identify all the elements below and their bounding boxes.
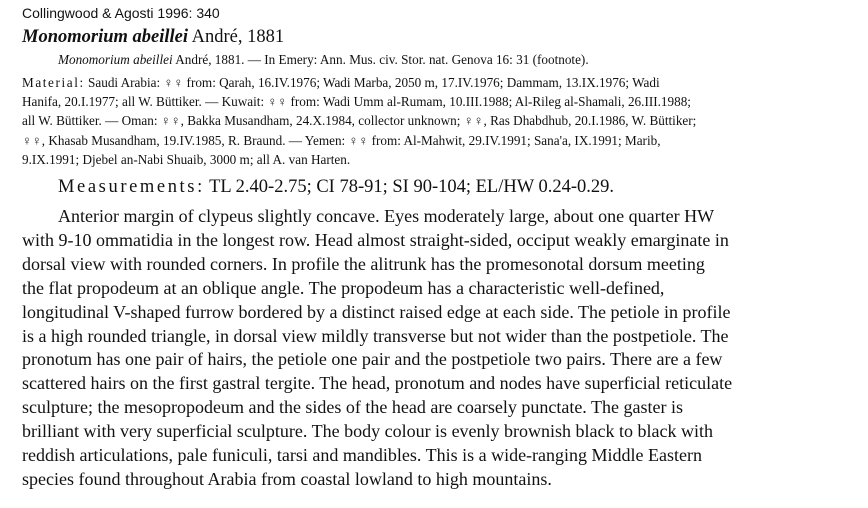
- measurements-label: Measurements:: [58, 177, 205, 197]
- description-line: reddish articulations, pale funiculi, tarsi and mandibles. This is a wide-ranging Middle Eastern: [22, 445, 703, 466]
- material-line: Hanifa, 20.I.1977; all W. Büttiker. — Kuwait: ♀♀ from: Wadi Umm al-Rumam, 10.III.1988; Al-Rileg al-Shamali, 26.III.1988;: [22, 94, 691, 110]
- description-line: longitudinal V-shaped furrow bordered by a distinct raised edge at each side. The petiole in profile: [22, 301, 731, 322]
- description-line: species found throughout Arabia from coastal lowland to high mountains.: [22, 468, 552, 489]
- description-line: the flat propodeum at an oblique angle. The propodeum has a characteristic well-defined,: [22, 277, 665, 298]
- material-line-text: Saudi Arabia: ♀♀ from: Qarah, 16.IV.1976; Wadi Marba, 2050 m, 17.IV.1976; Dammam, 13.IX.1976; Wadi: [84, 75, 660, 90]
- species-title: [22, 27, 284, 48]
- description-line: scattered hairs on the first gastral tergite. The head, pronotum and nodes have superficial reticulate: [22, 373, 733, 394]
- description-paragraph: [22, 205, 850, 492]
- material-line: [22, 73, 848, 92]
- synonym-species: Monomorium abeillei: [58, 52, 173, 67]
- material-label: Material:: [22, 75, 85, 90]
- species-author: André, 1881: [191, 27, 285, 47]
- species-name: Monomorium abeillei: [22, 27, 189, 47]
- description-line: pronotum has one pair of hairs, the petiole one pair and the postpetiole two pairs. There are a few: [22, 349, 723, 370]
- material-line: all W. Büttiker. — Oman: ♀♀, Bakka Musandham, 24.X.1984, collector unknown; ♀♀, Ras Dhabdhub, 20.I.1986, W. Büttiker;: [22, 113, 697, 129]
- material-line: ♀♀, Khasab Musandham, 19.IV.1985, R. Braund. — Yemen: ♀♀ from: Al-Mahwit, 29.IV.1991; Sana'a, IX.1991; Marib,: [22, 132, 661, 148]
- description-line: dorsal view with rounded corners. In profile the alitrunk has the promesonotal dorsum meeting: [22, 253, 705, 274]
- description-line: brilliant with very superficial sculpture. The body colour is evenly brownish black to black with: [22, 421, 714, 442]
- material-line: 9.IX.1991; Djebel an-Nabi Shuaib, 3000 m; all A. van Harten.: [22, 151, 351, 167]
- measurements-text: TL 2.40-2.75; CI 78-91; SI 90-104; EL/HW 0.24-0.29.: [204, 177, 615, 197]
- description-line: sculpture; the mesopropodeum and the sides of the head are coarsely punctate. The gaster is: [22, 397, 683, 418]
- description-line: is a high rounded triangle, in dorsal view mildly transverse but not wider than the postpetiole. The: [22, 325, 729, 346]
- description-line: with 9-10 ommatidia in the longest row. Head almost straight-sided, occiput weakly emarginate in: [22, 229, 729, 250]
- synonym-line: [58, 52, 589, 68]
- description-line: Anterior margin of clypeus slightly concave. Eyes moderately large, about one quarter HW: [58, 206, 715, 226]
- citation-header: Collingwood & Agosti 1996: 340: [22, 5, 220, 21]
- material-section: [22, 73, 848, 169]
- measurements-line: [58, 177, 614, 198]
- synonym-text: André, 1881. — In Emery: Ann. Mus. civ. Stor. nat. Genova 16: 31 (footnote).: [175, 52, 589, 67]
